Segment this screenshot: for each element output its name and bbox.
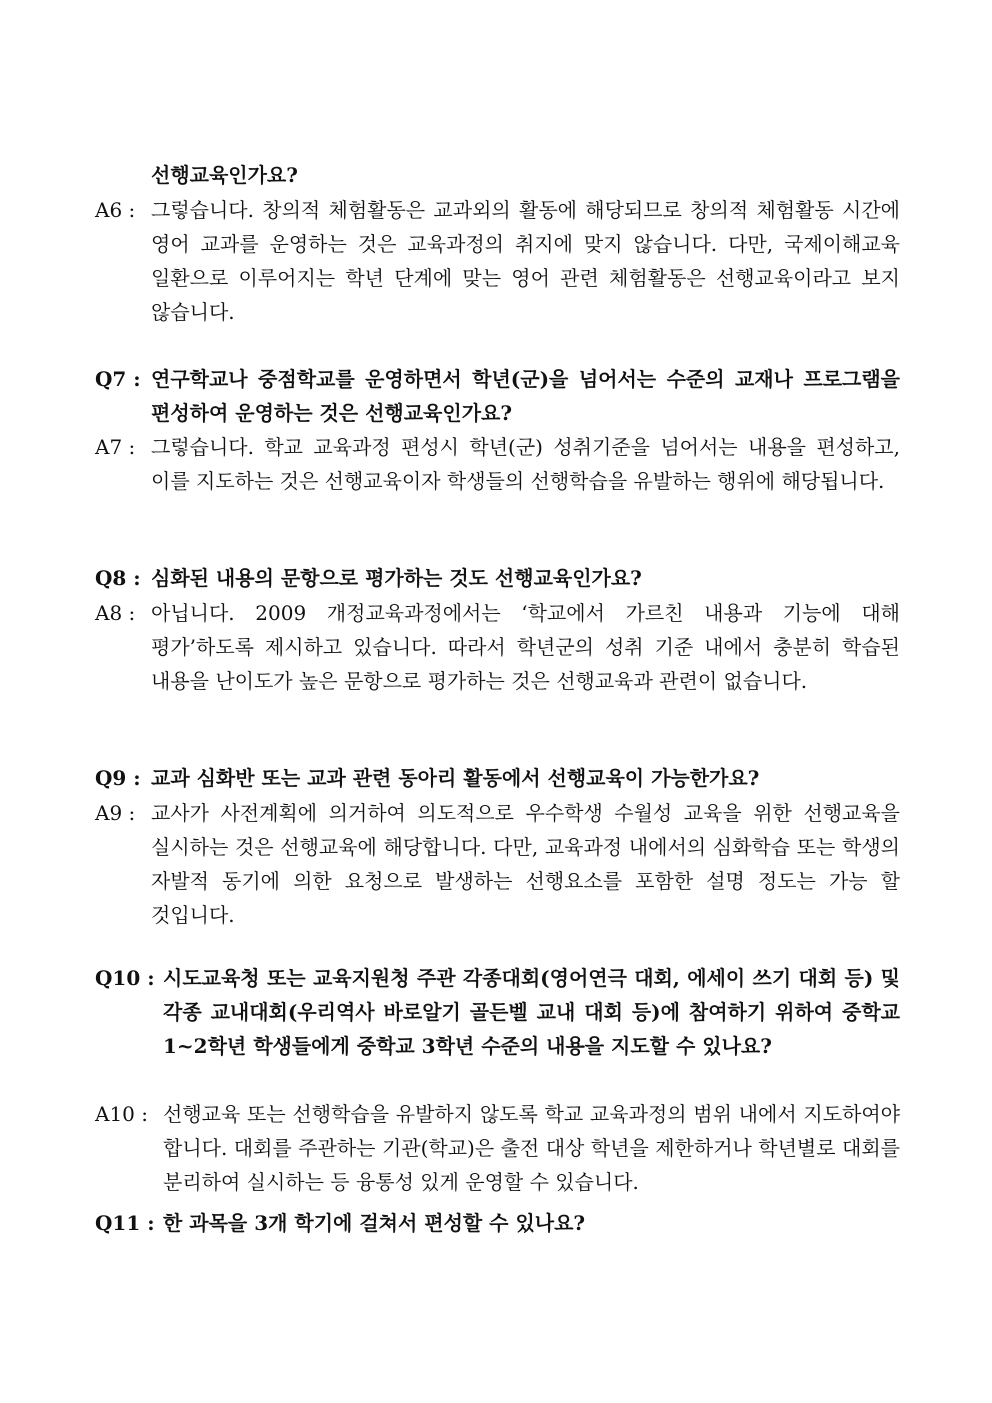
answer-10-text: 선행교육 또는 선행학습을 유발하지 않도록 학교 교육과정의 범위 내에서 지도하여야 합니다. 대회를 주관하는 기관(학교)은 출전 대상 학년을 제한하거나 학년별로 대회를 분리하여 실시하는 등 융통성 있게 운영할 수 있습니다. [163,1102,900,1194]
question-7-label: Q7 : [95,367,141,391]
question-10-label: Q10 : [95,966,155,990]
question-9-label: Q9 : [95,766,141,790]
question-9-text: 교과 심화반 또는 교과 관련 동아리 활동에서 선행교육이 가능한가요? [151,766,760,790]
question-11-label: Q11 : [95,1211,155,1235]
answer-7-text: 그렇습니다. 학교 교육과정 편성시 학년(군) 성취기준을 넘어서는 내용을 편성하고, 이를 지도하는 것은 선행교육이자 학생들의 선행학습을 유발하는 행위에 해당됩니다. [151,435,900,493]
answer-8 [95,596,900,698]
answer-8-text: 아닙니다. 2009 개정교육과정에서는 ‘학교에서 가르친 내용과 기능에 대해 평가’하도록 제시하고 있습니다. 따라서 학년군의 성취 기준 내에서 충분히 학습된 내용을 난이도가 높은 문항으로 평가하는 것은 선행교육과 관련이 없습니다. [151,601,900,693]
answer-7-label: A7 : [95,435,136,459]
answer-9-text: 교사가 사전계획에 의거하여 의도적으로 우수학생 수월성 교육을 위한 선행교육을 실시하는 것은 선행교육에 해당합니다. 다만, 교육과정 내에서의 심화학습 또는 학생의 자발적 동기에 의한 요청으로 발생하는 선행요소를 포함한 설명 정도는 가능 할 것입니다. [151,801,900,927]
answer-6-label: A6 : [95,198,136,222]
answer-6-text: 그렇습니다. 창의적 체험활동은 교과외의 활동에 해당되므로 창의적 체험활동 시간에 영어 교과를 운영하는 것은 교육과정의 취지에 맞지 않습니다. 다만, 국제이해교육 일환으로 이루어지는 학년 단계에 맞는 영어 관련 체험활동은 선행교육이라고 보지 않습니다. [151,198,900,324]
question-8-label: Q8 : [95,566,141,590]
question-11 [95,1206,900,1240]
question-7-text: 연구학교나 중점학교를 운영하면서 학년(군)을 넘어서는 수준의 교재나 프로그램을 편성하여 운영하는 것은 선행교육인가요? [151,367,900,425]
answer-9-label: A9 : [95,801,136,825]
answer-10-label: A10 : [95,1102,148,1126]
question-7 [95,362,900,430]
answer-6 [95,193,900,329]
question-9 [95,761,900,795]
question-8 [95,561,900,595]
question-10-text: 시도교육청 또는 교육지원청 주관 각종대회(영어연극 대회, 에세이 쓰기 대회 등) 및 각종 교내대회(우리역사 바로알기 골든벨 교내 대회 등)에 참여하기 위하여 중학교 1~2학년 학생들에게 중학교 3학년 수준의 내용을 지도할 수 있나요? [163,966,900,1058]
answer-9 [95,796,900,932]
answer-7 [95,430,900,498]
answer-8-label: A8 : [95,601,136,625]
question-11-text: 한 과목을 3개 학기에 걸쳐서 편성할 수 있나요? [163,1211,586,1235]
question-10 [95,961,900,1063]
answer-10 [95,1097,900,1199]
question-8-text: 심화된 내용의 문항으로 평가하는 것도 선행교육인가요? [151,566,642,590]
question-6-continuation [95,158,900,192]
question-6-continuation-text: 선행교육인가요? [151,163,298,187]
